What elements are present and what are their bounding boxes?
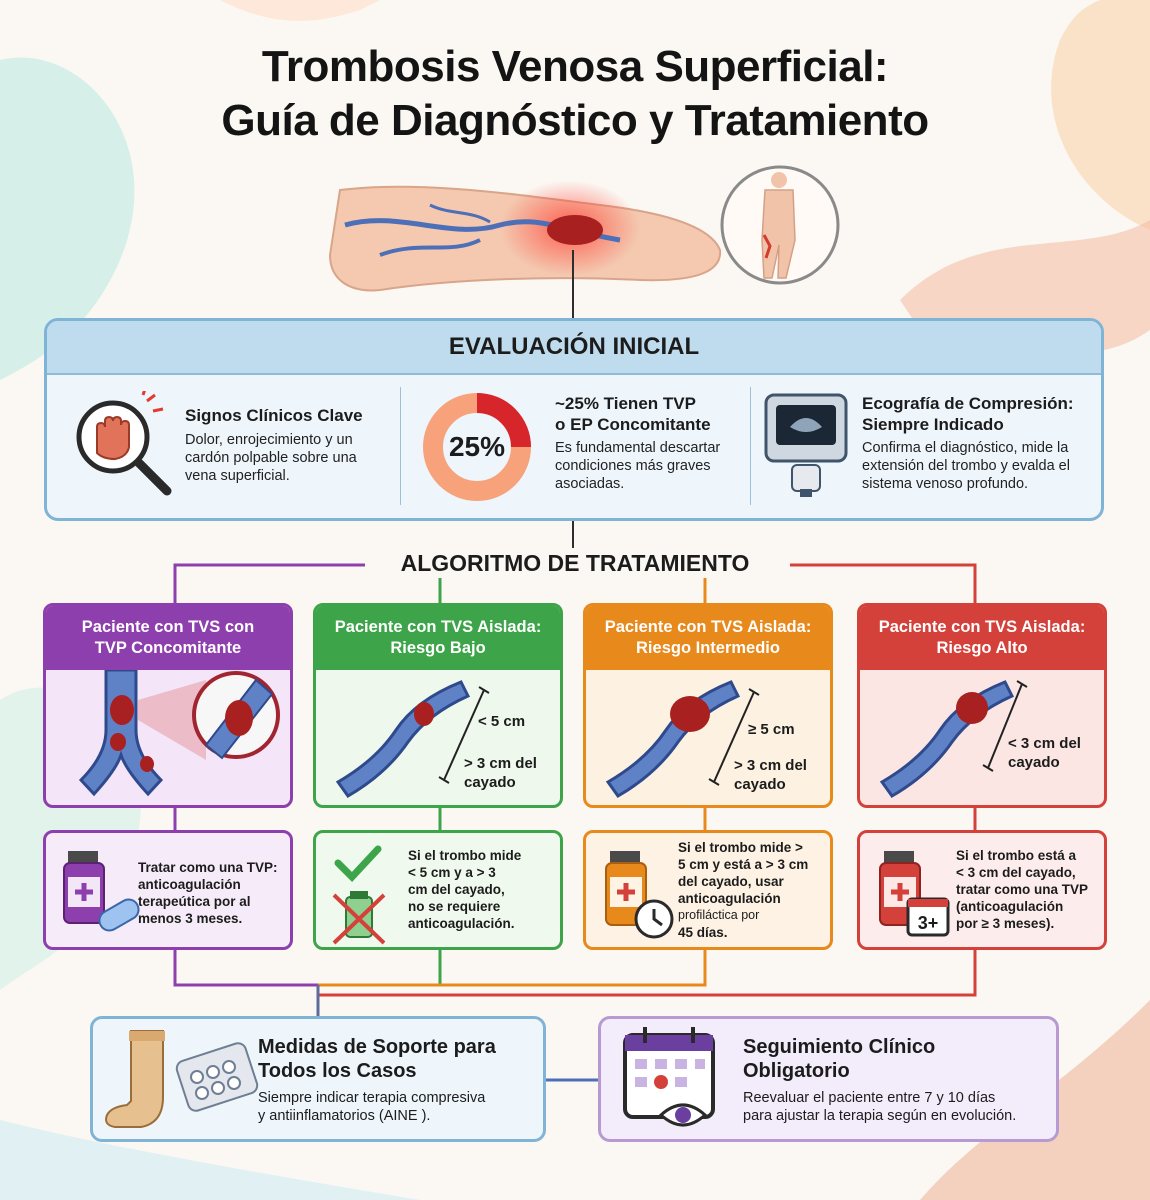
- support-measures-panel: [90, 1016, 546, 1142]
- size-measure: < 5 cm: [478, 713, 526, 730]
- deep-vein-clot-icon: [46, 670, 290, 805]
- card-heading: Paciente con TVS Aislada: Riesgo Alto: [860, 606, 1104, 670]
- card-tvs-low-risk: [313, 603, 563, 808]
- treatment-text: Si el trombo está a < 3 cm del cayado, tratar como una TVP (anticoagulación por ≥ 3 meses).: [956, 848, 1089, 931]
- concomitant-stat-title: ~25% Tienen TVP o EP Concomitante: [555, 394, 711, 434]
- concomitant-stat-body: Es fundamental descartar condiciones más graves asociadas.: [555, 440, 721, 492]
- treatment-tvs-with-tvp: [43, 830, 293, 950]
- support-title: Medidas de Soporte para Todos los Casos: [258, 1036, 496, 1082]
- medicine-bottle-calendar-icon: [868, 841, 958, 951]
- page-title-line-2: Guía de Diagnóstico y Tratamiento: [221, 96, 929, 145]
- calendar-eye-icon: [611, 1023, 731, 1138]
- followup-body: Reevaluar el paciente entre 7 y 10 días para ajustar la terapia según en evolución.: [743, 1090, 1017, 1124]
- check-crossed-bottle-icon: [328, 839, 408, 949]
- treatment-tvs-high-risk: [857, 830, 1107, 950]
- medicine-bottle-clock-icon: [594, 841, 684, 951]
- treatment-text: Tratar como una TVP: anticoagulación terapeútica por al menos 3 meses.: [138, 860, 278, 926]
- size-measure: ≥ 5 cm: [748, 721, 795, 738]
- card-heading: Paciente con TVS Aislada: Riesgo Intermedio: [586, 606, 830, 670]
- treatment-text: Si el trombo mide < 5 cm y a > 3 cm del cayado, no se requiere anticoagulación.: [408, 848, 522, 931]
- ultrasound-title: Ecografía de Compresión: Siempre Indicado: [862, 394, 1074, 434]
- treatment-tvs-low-risk: [313, 830, 563, 950]
- calendar-badge: 3+: [917, 913, 939, 933]
- percentage-value: 25%: [448, 431, 506, 462]
- distance-measure: < 3 cm del cayado: [1008, 735, 1081, 771]
- card-heading: Paciente con TVS con TVP Concomitante: [46, 606, 290, 670]
- card-tvs-intermediate-risk: [583, 603, 833, 808]
- clinical-signs-title: Signos Clínicos Clave: [185, 406, 363, 425]
- distance-measure: > 3 cm del cayado: [464, 755, 537, 791]
- card-tvs-high-risk: [857, 603, 1107, 808]
- ultrasound-body: Confirma el diagnóstico, mide la extensión del trombo y evalda el sistema venoso profundo.: [862, 440, 1070, 492]
- medicine-bottle-pill-icon: [54, 843, 144, 943]
- followup-panel: [598, 1016, 1059, 1142]
- clinical-signs-body: Dolor, enrojecimiento y un cardón polpable sobre una vena superficial.: [185, 432, 357, 484]
- treatment-tvs-intermediate-risk: [583, 830, 833, 950]
- treatment-algorithm-heading: ALGORITMO DE TRATAMIENTO: [0, 550, 1150, 577]
- followup-title: Seguimiento Clínico Obligatorio: [743, 1036, 936, 1082]
- card-heading: Paciente con TVS Aislada: Riesgo Bajo: [316, 606, 560, 670]
- page-title-line-1: Trombosis Venosa Superficial:: [261, 42, 889, 91]
- treatment-text: Si el trombo mide > 5 cm y está a > 3 cm del cayado, usar anticoagulación profiláctica por 45 días.: [678, 840, 809, 940]
- initial-evaluation-heading: EVALUACIÓN INICIAL: [47, 321, 1101, 375]
- support-body: Siempre indicar terapia compresiva y antiinflamatorios (AINE ).: [258, 1090, 486, 1124]
- distance-measure: > 3 cm del cayado: [734, 757, 807, 793]
- card-tvs-with-tvp: [43, 603, 293, 808]
- compression-stocking-pills-icon: [101, 1021, 261, 1141]
